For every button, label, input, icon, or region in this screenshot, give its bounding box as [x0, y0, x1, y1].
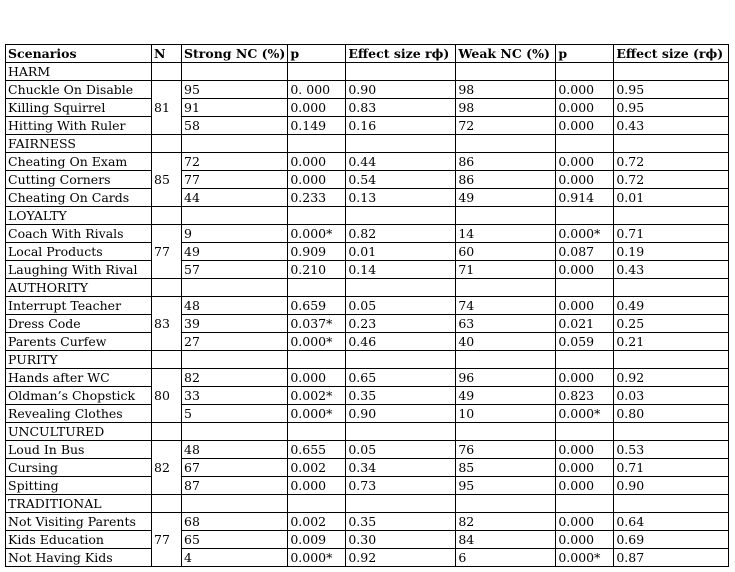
- p-value-strong: 0.210: [288, 261, 346, 279]
- scenario-name: Loud In Bus: [6, 441, 152, 459]
- table-row: [6, 549, 729, 567]
- p-value-weak: 0.000: [556, 261, 614, 279]
- weak-nc-value: 49: [456, 387, 556, 405]
- strong-nc-value: 39: [182, 315, 288, 333]
- p-value-weak: 0.087: [556, 243, 614, 261]
- weak-nc-value: 72: [456, 117, 556, 135]
- strong-nc-value: 57: [182, 261, 288, 279]
- effect-size-weak: 0.95: [614, 99, 729, 117]
- effect-size-strong: 0.01: [346, 243, 456, 261]
- table-row: [6, 261, 729, 279]
- empty-cell: [614, 135, 729, 153]
- p-value-weak: 0.000*: [556, 225, 614, 243]
- empty-cell: [556, 63, 614, 81]
- effect-size-strong: 0.90: [346, 81, 456, 99]
- scenario-name: Killing Squirrel: [6, 99, 152, 117]
- group-row: [6, 135, 729, 153]
- p-value-weak: 0.000: [556, 513, 614, 531]
- group-label: HARM: [6, 63, 152, 81]
- scenario-name: Not Having Kids: [6, 549, 152, 567]
- p-value-strong: 0.000: [288, 171, 346, 189]
- empty-cell: [456, 351, 556, 369]
- weak-nc-value: 84: [456, 531, 556, 549]
- scenario-name: Laughing With Rival: [6, 261, 152, 279]
- header-row: [6, 45, 729, 63]
- weak-nc-value: 82: [456, 513, 556, 531]
- effect-size-weak: 0.49: [614, 297, 729, 315]
- strong-nc-value: 82: [182, 369, 288, 387]
- strong-nc-value: 65: [182, 531, 288, 549]
- effect-size-strong: 0.73: [346, 477, 456, 495]
- scenario-name: Cursing: [6, 459, 152, 477]
- p-value-strong: 0.000*: [288, 405, 346, 423]
- p-value-weak: 0.000: [556, 441, 614, 459]
- effect-size-strong: 0.14: [346, 261, 456, 279]
- empty-cell: [288, 279, 346, 297]
- table-row: [6, 315, 729, 333]
- empty-cell: [346, 351, 456, 369]
- table-row: [6, 99, 729, 117]
- weak-nc-value: 98: [456, 99, 556, 117]
- table-row: [6, 81, 729, 99]
- effect-size-strong: 0.13: [346, 189, 456, 207]
- empty-cell: [288, 207, 346, 225]
- p-value-weak: 0.000: [556, 459, 614, 477]
- effect-size-strong: 0.34: [346, 459, 456, 477]
- table-row: [6, 153, 729, 171]
- table-row: [6, 225, 729, 243]
- header-strong-nc: Strong NC (%): [182, 45, 288, 63]
- p-value-strong: 0.002*: [288, 387, 346, 405]
- group-n-empty: [152, 207, 182, 225]
- empty-cell: [614, 63, 729, 81]
- p-value-strong: 0.000: [288, 99, 346, 117]
- group-row: [6, 63, 729, 81]
- effect-size-weak: 0.19: [614, 243, 729, 261]
- sample-size-n: 80: [152, 369, 182, 423]
- table-row: [6, 441, 729, 459]
- weak-nc-value: 40: [456, 333, 556, 351]
- weak-nc-value: 60: [456, 243, 556, 261]
- p-value-weak: 0.000: [556, 153, 614, 171]
- effect-size-weak: 0.95: [614, 81, 729, 99]
- strong-nc-value: 9: [182, 225, 288, 243]
- table-row: [6, 189, 729, 207]
- table-body: [6, 63, 729, 567]
- p-value-strong: 0.233: [288, 189, 346, 207]
- p-value-strong: 0.002: [288, 459, 346, 477]
- sample-size-n: 77: [152, 225, 182, 279]
- scenario-name: Chuckle On Disable: [6, 81, 152, 99]
- table-row: [6, 477, 729, 495]
- p-value-weak: 0.000*: [556, 405, 614, 423]
- scenario-name: Oldman’s Chopstick: [6, 387, 152, 405]
- empty-cell: [456, 495, 556, 513]
- group-label: TRADITIONAL: [6, 495, 152, 513]
- group-label: LOYALTY: [6, 207, 152, 225]
- empty-cell: [346, 279, 456, 297]
- sample-size-n: 82: [152, 441, 182, 495]
- scenario-name: Cheating On Exam: [6, 153, 152, 171]
- empty-cell: [556, 279, 614, 297]
- effect-size-weak: 0.72: [614, 153, 729, 171]
- strong-nc-value: 72: [182, 153, 288, 171]
- empty-cell: [288, 135, 346, 153]
- empty-cell: [182, 495, 288, 513]
- group-row: [6, 423, 729, 441]
- p-value-weak: 0.000: [556, 117, 614, 135]
- scenario-name: Hitting With Ruler: [6, 117, 152, 135]
- group-label: PURITY: [6, 351, 152, 369]
- weak-nc-value: 10: [456, 405, 556, 423]
- p-value-weak: 0.914: [556, 189, 614, 207]
- strong-nc-value: 27: [182, 333, 288, 351]
- group-row: [6, 351, 729, 369]
- header-effect-size-strong: Effect size rϕ): [346, 45, 456, 63]
- p-value-strong: 0.000*: [288, 549, 346, 567]
- table-row: [6, 531, 729, 549]
- empty-cell: [556, 495, 614, 513]
- empty-cell: [288, 63, 346, 81]
- weak-nc-value: 76: [456, 441, 556, 459]
- sample-size-n: 81: [152, 81, 182, 135]
- p-value-strong: 0.037*: [288, 315, 346, 333]
- strong-nc-value: 48: [182, 441, 288, 459]
- empty-cell: [456, 279, 556, 297]
- empty-cell: [288, 495, 346, 513]
- p-value-strong: 0.655: [288, 441, 346, 459]
- empty-cell: [346, 207, 456, 225]
- empty-cell: [456, 135, 556, 153]
- empty-cell: [346, 495, 456, 513]
- header-weak-nc: Weak NC (%): [456, 45, 556, 63]
- group-n-empty: [152, 495, 182, 513]
- p-value-strong: 0.000*: [288, 225, 346, 243]
- empty-cell: [556, 423, 614, 441]
- empty-cell: [556, 135, 614, 153]
- strong-nc-value: 77: [182, 171, 288, 189]
- strong-nc-value: 48: [182, 297, 288, 315]
- header-effect-size-weak: Effect size (rϕ): [614, 45, 729, 63]
- effect-size-strong: 0.65: [346, 369, 456, 387]
- weak-nc-value: 49: [456, 189, 556, 207]
- effect-size-weak: 0.43: [614, 117, 729, 135]
- effect-size-strong: 0.44: [346, 153, 456, 171]
- effect-size-strong: 0.82: [346, 225, 456, 243]
- table-row: [6, 117, 729, 135]
- p-value-strong: 0.000*: [288, 333, 346, 351]
- effect-size-weak: 0.87: [614, 549, 729, 567]
- scenario-name: Revealing Clothes: [6, 405, 152, 423]
- empty-cell: [182, 423, 288, 441]
- p-value-strong: 0.659: [288, 297, 346, 315]
- header-n: N: [152, 45, 182, 63]
- group-n-empty: [152, 423, 182, 441]
- weak-nc-value: 96: [456, 369, 556, 387]
- strong-nc-value: 49: [182, 243, 288, 261]
- scenario-name: Kids Education: [6, 531, 152, 549]
- scenario-name: Interrupt Teacher: [6, 297, 152, 315]
- empty-cell: [288, 351, 346, 369]
- header-p-weak: p: [556, 45, 614, 63]
- group-label: AUTHORITY: [6, 279, 152, 297]
- p-value-weak: 0.000: [556, 477, 614, 495]
- effect-size-strong: 0.16: [346, 117, 456, 135]
- weak-nc-value: 85: [456, 459, 556, 477]
- scenario-name: Coach With Rivals: [6, 225, 152, 243]
- header-p-strong: p: [288, 45, 346, 63]
- empty-cell: [182, 207, 288, 225]
- sample-size-n: 83: [152, 297, 182, 351]
- table-row: [6, 405, 729, 423]
- group-n-empty: [152, 135, 182, 153]
- header-scenarios: Scenarios: [6, 45, 152, 63]
- strong-nc-value: 91: [182, 99, 288, 117]
- scenario-name: Spitting: [6, 477, 152, 495]
- empty-cell: [614, 207, 729, 225]
- effect-size-weak: 0.43: [614, 261, 729, 279]
- effect-size-strong: 0.92: [346, 549, 456, 567]
- p-value-weak: 0.000: [556, 297, 614, 315]
- effect-size-strong: 0.46: [346, 333, 456, 351]
- empty-cell: [346, 63, 456, 81]
- empty-cell: [614, 423, 729, 441]
- empty-cell: [182, 279, 288, 297]
- effect-size-weak: 0.69: [614, 531, 729, 549]
- effect-size-weak: 0.72: [614, 171, 729, 189]
- p-value-weak: 0.059: [556, 333, 614, 351]
- p-value-weak: 0.000: [556, 531, 614, 549]
- empty-cell: [614, 279, 729, 297]
- empty-cell: [456, 207, 556, 225]
- strong-nc-value: 87: [182, 477, 288, 495]
- weak-nc-value: 98: [456, 81, 556, 99]
- weak-nc-value: 6: [456, 549, 556, 567]
- results-table: [5, 44, 729, 567]
- strong-nc-value: 67: [182, 459, 288, 477]
- p-value-weak: 0.000: [556, 171, 614, 189]
- table-row: [6, 243, 729, 261]
- weak-nc-value: 63: [456, 315, 556, 333]
- effect-size-strong: 0.35: [346, 387, 456, 405]
- p-value-strong: 0.909: [288, 243, 346, 261]
- scenario-name: Dress Code: [6, 315, 152, 333]
- empty-cell: [182, 351, 288, 369]
- effect-size-weak: 0.01: [614, 189, 729, 207]
- table-row: [6, 171, 729, 189]
- p-value-weak: 0.021: [556, 315, 614, 333]
- weak-nc-value: 86: [456, 153, 556, 171]
- sample-size-n: 77: [152, 513, 182, 567]
- p-value-weak: 0.000: [556, 369, 614, 387]
- table-row: [6, 333, 729, 351]
- weak-nc-value: 74: [456, 297, 556, 315]
- effect-size-strong: 0.05: [346, 297, 456, 315]
- p-value-strong: 0.002: [288, 513, 346, 531]
- p-value-weak: 0.000: [556, 99, 614, 117]
- empty-cell: [614, 351, 729, 369]
- p-value-strong: 0.009: [288, 531, 346, 549]
- table-row: [6, 459, 729, 477]
- p-value-strong: 0. 000: [288, 81, 346, 99]
- effect-size-weak: 0.53: [614, 441, 729, 459]
- p-value-strong: 0.000: [288, 369, 346, 387]
- strong-nc-value: 68: [182, 513, 288, 531]
- effect-size-weak: 0.71: [614, 459, 729, 477]
- weak-nc-value: 95: [456, 477, 556, 495]
- scenario-name: Parents Curfew: [6, 333, 152, 351]
- weak-nc-value: 86: [456, 171, 556, 189]
- strong-nc-value: 33: [182, 387, 288, 405]
- empty-cell: [614, 495, 729, 513]
- scenario-name: Cheating On Cards: [6, 189, 152, 207]
- group-n-empty: [152, 351, 182, 369]
- table-row: [6, 369, 729, 387]
- effect-size-weak: 0.64: [614, 513, 729, 531]
- group-label: FAIRNESS: [6, 135, 152, 153]
- effect-size-weak: 0.92: [614, 369, 729, 387]
- empty-cell: [456, 423, 556, 441]
- group-label: UNCULTURED: [6, 423, 152, 441]
- scenario-name: Hands after WC: [6, 369, 152, 387]
- scenario-name: Local Products: [6, 243, 152, 261]
- scenario-name: Not Visiting Parents: [6, 513, 152, 531]
- empty-cell: [456, 63, 556, 81]
- group-row: [6, 279, 729, 297]
- group-row: [6, 207, 729, 225]
- strong-nc-value: 44: [182, 189, 288, 207]
- effect-size-weak: 0.25: [614, 315, 729, 333]
- table-row: [6, 387, 729, 405]
- table-row: [6, 297, 729, 315]
- p-value-strong: 0.000: [288, 477, 346, 495]
- p-value-strong: 0.000: [288, 153, 346, 171]
- effect-size-strong: 0.30: [346, 531, 456, 549]
- effect-size-weak: 0.03: [614, 387, 729, 405]
- group-row: [6, 495, 729, 513]
- strong-nc-value: 4: [182, 549, 288, 567]
- empty-cell: [346, 135, 456, 153]
- strong-nc-value: 58: [182, 117, 288, 135]
- empty-cell: [182, 135, 288, 153]
- table-row: [6, 513, 729, 531]
- empty-cell: [346, 423, 456, 441]
- sample-size-n: 85: [152, 153, 182, 207]
- effect-size-weak: 0.21: [614, 333, 729, 351]
- empty-cell: [556, 207, 614, 225]
- effect-size-strong: 0.23: [346, 315, 456, 333]
- weak-nc-value: 71: [456, 261, 556, 279]
- group-n-empty: [152, 279, 182, 297]
- scenario-name: Cutting Corners: [6, 171, 152, 189]
- effect-size-weak: 0.90: [614, 477, 729, 495]
- effect-size-weak: 0.80: [614, 405, 729, 423]
- effect-size-strong: 0.90: [346, 405, 456, 423]
- effect-size-strong: 0.54: [346, 171, 456, 189]
- strong-nc-value: 95: [182, 81, 288, 99]
- effect-size-strong: 0.35: [346, 513, 456, 531]
- effect-size-strong: 0.83: [346, 99, 456, 117]
- group-n-empty: [152, 63, 182, 81]
- strong-nc-value: 5: [182, 405, 288, 423]
- empty-cell: [288, 423, 346, 441]
- p-value-weak: 0.823: [556, 387, 614, 405]
- weak-nc-value: 14: [456, 225, 556, 243]
- p-value-weak: 0.000*: [556, 549, 614, 567]
- effect-size-strong: 0.05: [346, 441, 456, 459]
- empty-cell: [182, 63, 288, 81]
- effect-size-weak: 0.71: [614, 225, 729, 243]
- p-value-strong: 0.149: [288, 117, 346, 135]
- p-value-weak: 0.000: [556, 81, 614, 99]
- empty-cell: [556, 351, 614, 369]
